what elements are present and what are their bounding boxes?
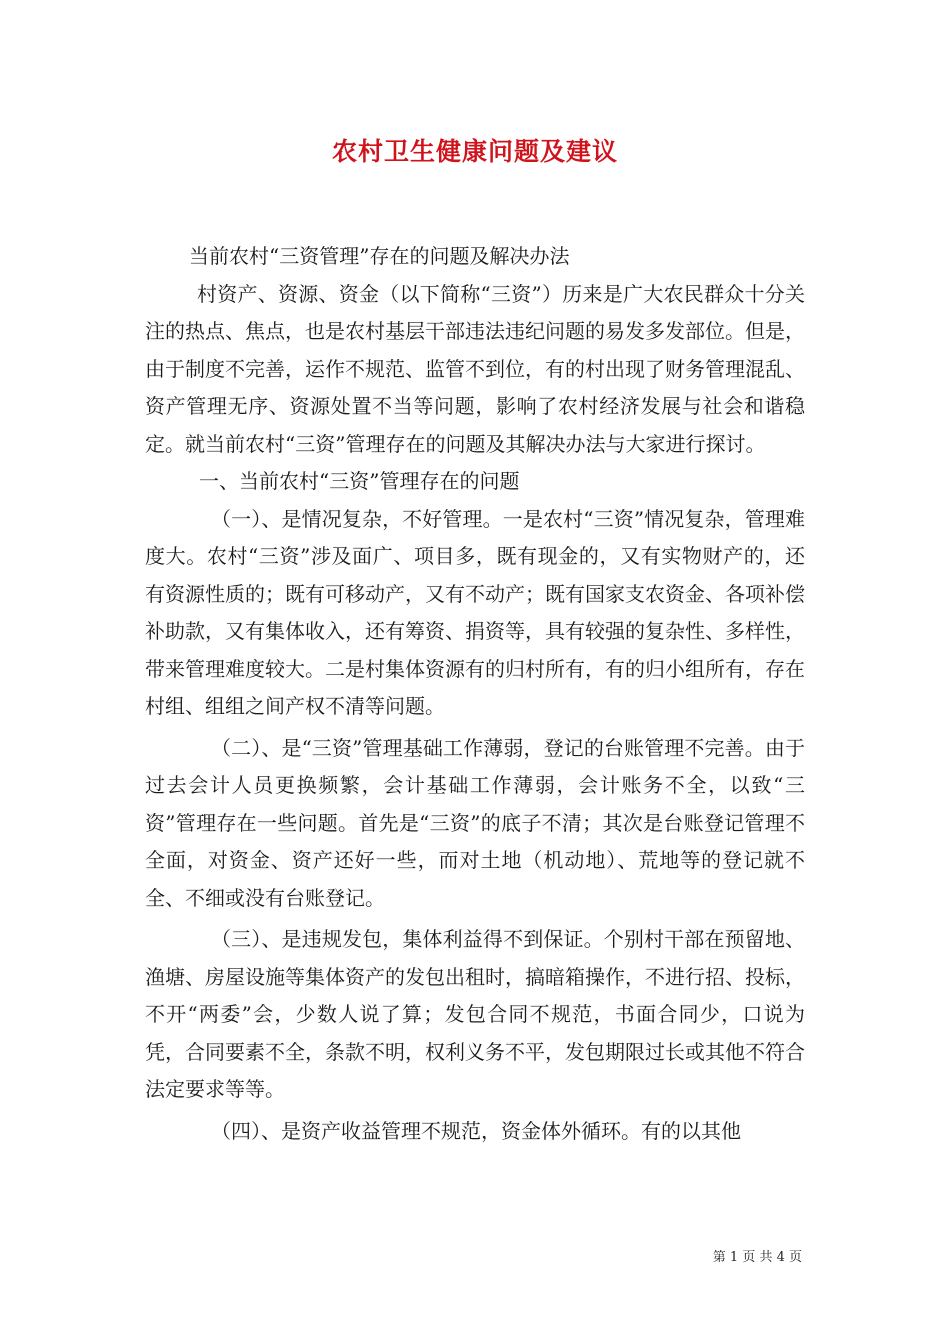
document-subtitle: 当前农村“三资管理”存在的问题及解决办法 bbox=[189, 244, 570, 268]
section-heading: 一、当前农村“三资”管理存在的问题 bbox=[199, 469, 520, 493]
document-body bbox=[145, 238, 805, 1150]
intro-paragraph: 村资产、资源、资金（以下简称“三资”）历来是广大农民群众十分关注的热点、焦点，也是农村基层干部违法违纪问题的易发多发部位。但是，由于制度不完善，运作不规范、监管不到位，有的村出现了财务管理混乱、资产管理无序、资源处置不当等问题，影响了农村经济发展与社会和谐稳定。就当前农村“三资”管理存在的问题及其解决办法与大家进行探讨。 bbox=[145, 281, 805, 456]
paragraph-item-4: （四）、是资产收益管理不规范，资金体外循环。有的以其他 bbox=[211, 1118, 741, 1143]
paragraph-item-3: （三）、是违规发包，集体利益得不到保证。个别村干部在预留地、渔塘、房屋设施等集体资产的发包出租时，搞暗箱操作，不进行招、投标，不开“两委”会，少数人说了算；发包合同不规范，书面合同少，口说为凭，合同要素不全，条款不明，权利义务不平，发包期限过长或其他不符合法定要求等等。 bbox=[145, 927, 805, 1101]
paragraph-item-1: （一）、是情况复杂，不好管理。一是农村“三资”情况复杂，管理难度大。农村“三资”涉及面广、项目多，既有现金的，又有实物财产的，还有资源性质的；既有可移动产，又有不动产；既有国家支农资金、各项补偿补助款，又有集体收入，还有筹资、捐资等，具有较强的复杂性、多样性，带来管理难度较大。二是村集体资源有的归村所有，有的归小组所有，存在村组、组组之间产权不清等问题。 bbox=[145, 506, 805, 718]
page-title: 农村卫生健康问题及建议 bbox=[331, 137, 618, 166]
page-number-footer: 第 1 页 共 4 页 bbox=[712, 1250, 802, 1265]
paragraph-item-2: （二）、是“三资”管理基础工作薄弱，登记的台账管理不完善。由于过去会计人员更换频繁，会计基础工作薄弱，会计账务不全，以致“三资”管理存在一些问题。首先是“三资”的底子不清；其次是台账登记管理不全面，对资金、资产还好一些，而对土地（机动地）、荒地等的登记就不全、不细或没有台账登记。 bbox=[145, 735, 805, 910]
